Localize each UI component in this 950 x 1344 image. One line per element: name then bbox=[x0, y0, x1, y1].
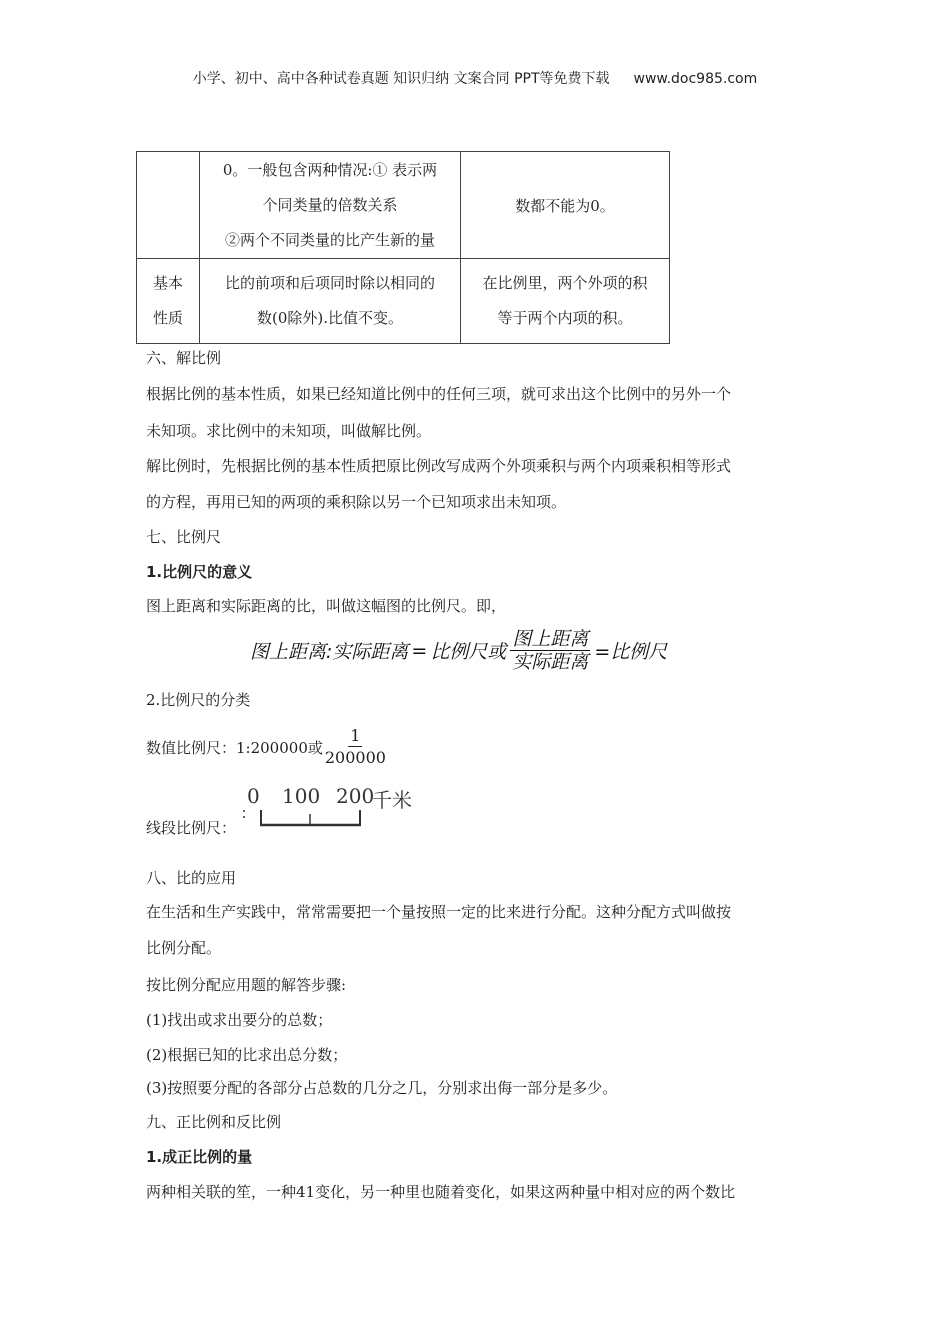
numeric-scale-fraction bbox=[325, 726, 386, 769]
section-heading: 六、解比例 bbox=[146, 349, 222, 367]
formula-right: =比例尺 bbox=[594, 641, 668, 663]
scale-bar bbox=[240, 782, 370, 832]
fraction-denominator: 实际距离 bbox=[512, 651, 589, 673]
scale-tick-label: 200 bbox=[336, 784, 375, 808]
numeric-scale-label: 数值比例尺：1:200000或 bbox=[146, 739, 323, 757]
paragraph-line: 解比例时，先根据比例的基本性质把原比例改写成两个外项乘积与两个内项乘积相等形式 bbox=[146, 457, 732, 475]
cell-line: 个同类量的倍数关系 bbox=[262, 195, 398, 214]
paragraph-line: 比例分配。 bbox=[146, 939, 222, 957]
header-url[interactable]: www.doc985.com bbox=[633, 71, 758, 87]
paragraph-line: 按比例分配应用题的解答步骤: bbox=[146, 976, 347, 994]
segment-scale-label: 线段比例尺： bbox=[146, 819, 237, 837]
cell-line: 比的前项和后项同时除以相同的 bbox=[224, 274, 435, 292]
subsection-heading: 1.成正比例的量 bbox=[146, 1148, 253, 1166]
comparison-table bbox=[136, 151, 670, 344]
list-item: (3)按照要分配的各部分占总数的几分之几，分别求出侮一部分是多少。 bbox=[146, 1079, 618, 1097]
list-item: (1)找出或求出要分的总数； bbox=[146, 1011, 333, 1029]
scale-formula bbox=[250, 628, 667, 673]
numeric-scale bbox=[146, 726, 386, 769]
table-cell bbox=[137, 152, 200, 259]
section-heading: 八、比的应用 bbox=[146, 869, 237, 887]
table-cell bbox=[200, 152, 461, 259]
formula-mid: 比例尺或 bbox=[430, 641, 507, 663]
scale-tick-label: 100 bbox=[282, 784, 321, 808]
table-row bbox=[137, 152, 670, 259]
formula-eq: = bbox=[411, 639, 428, 662]
fraction-denominator: 200000 bbox=[324, 748, 386, 767]
paragraph-line: 未知项。求比例中的未知项，叫做解比例。 bbox=[146, 422, 432, 440]
table-cell bbox=[137, 259, 200, 344]
paragraph-line: 2.比例尺的分类 bbox=[146, 691, 251, 709]
table-row bbox=[137, 259, 670, 344]
page-header bbox=[0, 68, 950, 88]
paragraph-line: 两种相关联的笙，一种41变化，另一种里也随着变化，如果这两种量中相对应的两个数比 bbox=[146, 1183, 736, 1201]
table-cell: 数都不能为0。 bbox=[461, 152, 670, 259]
scale-unit: 千米 bbox=[372, 788, 412, 812]
paragraph-line: 在生活和生产实践中，常常需要把一个量按照一定的比来进行分配。这种分配方式叫做按 bbox=[146, 903, 732, 921]
scale-dot bbox=[243, 816, 245, 818]
formula-fraction bbox=[510, 628, 590, 673]
section-heading: 七、比例尺 bbox=[146, 528, 222, 546]
paragraph-line: 根据比例的基本性质，如果已经知道比例中的任何三项，就可求出这个比例中的另外一个 bbox=[146, 385, 732, 403]
list-item: (2)根据已知的比求出总分数； bbox=[146, 1046, 348, 1064]
subsection-heading: 1.比例尺的意义 bbox=[146, 563, 253, 581]
formula-left: 图上距离:实际距离 bbox=[250, 641, 409, 663]
cell-line: 0。一般包含两种情况:① 表示两 bbox=[222, 160, 438, 179]
section-heading: 九、正比例和反比例 bbox=[146, 1113, 282, 1131]
fraction-numerator: 图上距离 bbox=[512, 628, 589, 650]
table-cell bbox=[461, 259, 670, 344]
cell-line: 等于两个内项的积。 bbox=[497, 309, 633, 327]
cell-line: 数(0除外).比值不变。 bbox=[256, 309, 404, 327]
cell-line: 在比例里，两个外项的积 bbox=[482, 274, 648, 292]
scale-dot bbox=[243, 810, 245, 812]
fraction-numerator: 1 bbox=[350, 726, 361, 745]
table-cell bbox=[200, 259, 461, 344]
cell-line: ②两个不同类量的比产生新的量 bbox=[224, 230, 435, 249]
paragraph-line: 的方程，再用已知的两项的乘积除以另一个已知项求出未知项。 bbox=[146, 493, 567, 511]
cell-line: 基本 bbox=[152, 274, 183, 292]
scale-tick-label: 0 bbox=[247, 784, 260, 808]
cell-line: 性质 bbox=[152, 309, 183, 327]
paragraph-line: 图上距离和实际距离的比，叫做这幅图的比例尺。即， bbox=[146, 597, 507, 615]
header-text: 小学、初中、高中各种试卷真题 知识归纳 文案合同 PPT等免费下载 bbox=[192, 71, 610, 87]
